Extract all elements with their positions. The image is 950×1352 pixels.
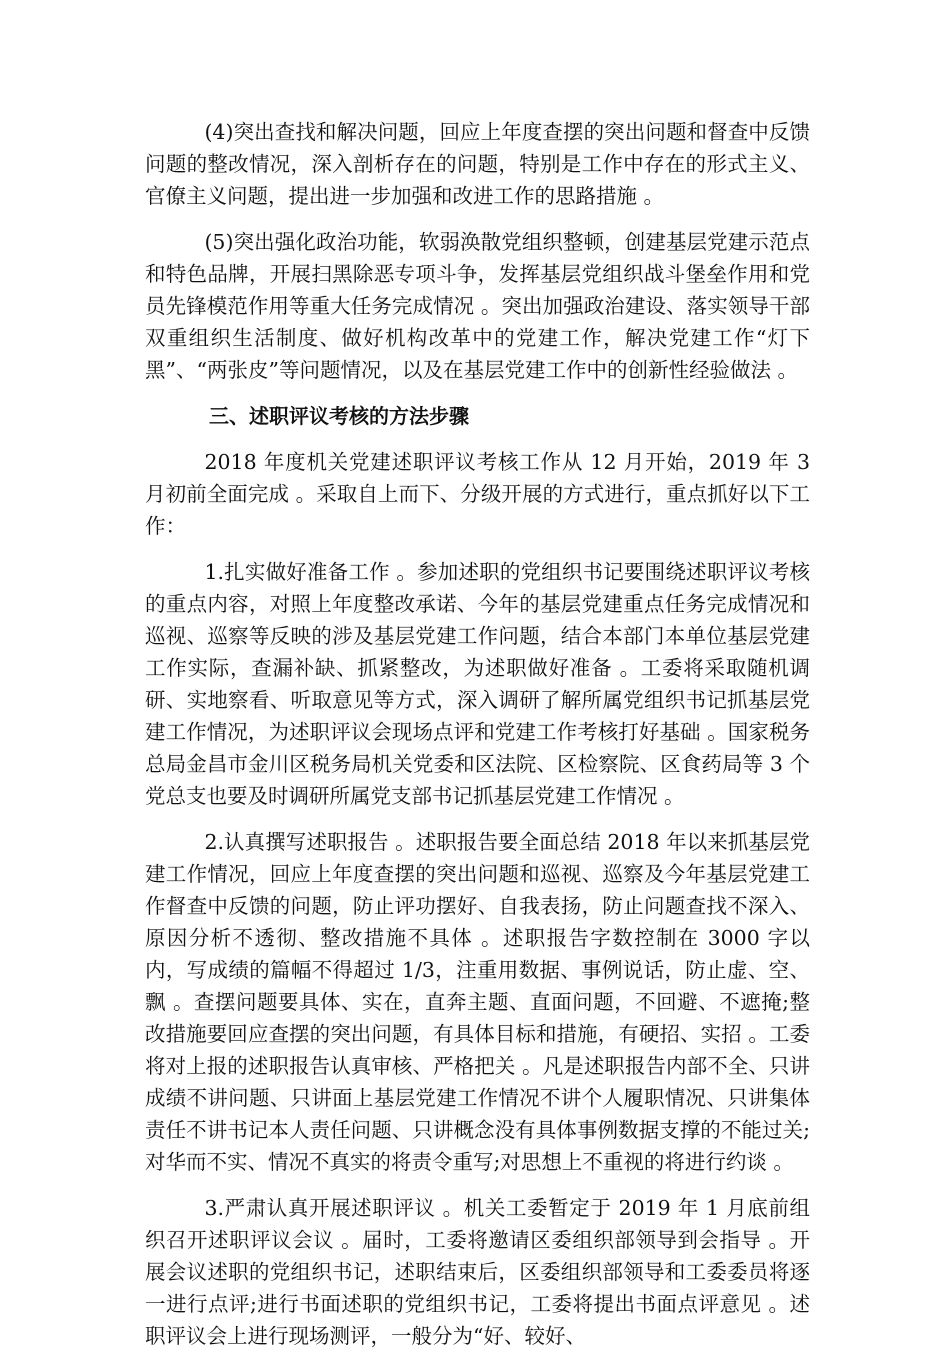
paragraph-schedule: 2018 年度机关党建述职评议考核工作从 12 月开始，2019 年 3 月初前全面完成 。采取自上而下、分级开展的方式进行，重点抓好以下工作：	[145, 450, 810, 538]
document-body	[145, 116, 810, 1352]
section-heading-methods: 三、述职评议考核的方法步骤	[209, 404, 469, 428]
paragraph-report-writing: 2.认真撰写述职报告 。述职报告要全面总结 2018 年以来抓基层党建工作情况，回应上年度查摆的突出问题和巡视、巡察及今年基层党建工作督查中反馈的问题，防止评功摆好、自我表扬，防止问题查找不深入、原因分析不透彻、整改措施不具体 。述职报告字数控制在 3000 字以内，写成绩的篇幅不得超过 1/3，注重用数据、事例说话，防止虚、空、飘 。查摆问题要具体、实在，直奔主题、直面问题，不回避、不遮掩;整改措施要回应查摆的突出问题，有具体目标和措施，有硬招、实招 。工委将对上报的述职报告认真审核、严格把关 。凡是述职报告内部不全、只讲成绩不讲问题、只讲面上基层党建工作情况不讲个人履职情况、只讲集体责任不讲书记本人责任问题、只讲概念没有具体事例数据支撑的不能过关;对华而不实、情况不真实的将责令重写;对思想上不重视的将进行约谈 。	[145, 830, 810, 1174]
paragraph-review-meeting: 3.严肃认真开展述职评议 。机关工委暂定于 2019 年 1 月底前组织召开述职评议会议 。届时，工委将邀请区委组织部领导到会指导 。开展会议述职的党组织书记，述职结束后，区委组织部领导和工委委员将逐一进行点评;进行书面述职的党组织书记，工委将提出书面点评意见 。述职评议会上进行现场测评，一般分为“好、较好、	[145, 1196, 810, 1348]
paragraph-preparation: 1.扎实做好准备工作 。参加述职的党组织书记要围绕述职评议考核的重点内容，对照上年度整改承诺、今年的基层党建重点任务完成情况和巡视、巡察等反映的涉及基层党建工作问题，结合本部门本单位基层党建工作实际，查漏补缺、抓紧整改，为述职做好准备 。工委将采取随机调研、实地察看、听取意见等方式，深入调研了解所属党组织书记抓基层党建工作情况，为述职评议会现场点评和党建工作考核打好基础 。国家税务总局金昌市金川区税务局机关党委和区法院、区检察院、区食药局等 3 个党总支也要及时调研所属党支部书记抓基层党建工作情况 。	[145, 560, 810, 808]
paragraph-problem-solving: (4)突出查找和解决问题，回应上年度查摆的突出问题和督查中反馈问题的整改情况，深入剖析存在的问题，特别是工作中存在的形式主义、官僚主义问题，提出进一步加强和改进工作的思路措施 。	[145, 120, 810, 208]
paragraph-political-function: (5)突出强化政治功能，软弱涣散党组织整顿，创建基层党建示范点和特色品牌，开展扫黑除恶专项斗争，发挥基层党组织战斗堡垒作用和党员先锋模范作用等重大任务完成情况 。突出加强政治建设、落实领导干部双重组织生活制度、做好机构改革中的党建工作，解决党建工作“灯下黑”、“两张皮”等问题情况，以及在基层党建工作中的创新性经验做法 。	[145, 230, 810, 382]
